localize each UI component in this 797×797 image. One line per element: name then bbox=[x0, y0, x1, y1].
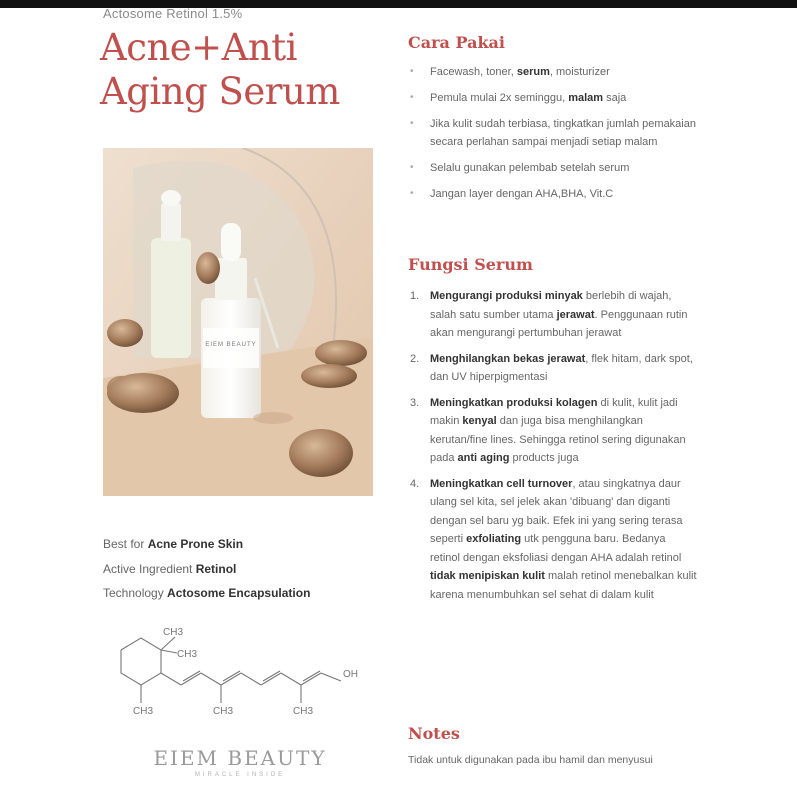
bottle-label: EIEM BEAUTY bbox=[205, 342, 257, 348]
brand-tagline: MIRACLE INSIDE bbox=[194, 772, 286, 778]
list-item: • Pemula mulai 2x seminggu, malam saja bbox=[408, 89, 698, 107]
brand-name: EIEM BEAUTY bbox=[153, 746, 327, 770]
product-specs bbox=[103, 532, 310, 606]
spec-active-ingredient: Active Ingredient Retinol bbox=[103, 561, 237, 576]
label-ch3-left: CH3 bbox=[133, 706, 154, 717]
label-ch3-end: CH3 bbox=[293, 706, 314, 717]
list-item: 3. Meningkatkan produksi kolagen di kulit, kulit jadi makin kenyal dan juga bisa menghilangkan kerutan/fine lines. Sehingga retinol sering digunakan pada anti aging products juga bbox=[410, 396, 686, 464]
cara-pakai-heading: Cara Pakai bbox=[408, 33, 505, 52]
fungsi-serum-list bbox=[408, 287, 698, 611]
spec-best-for: Best for Acne Prone Skin bbox=[103, 537, 244, 551]
retinol-structure-diagram bbox=[103, 615, 373, 720]
fungsi-serum-heading: Fungsi Serum bbox=[408, 255, 533, 274]
product-photo-illustration bbox=[103, 148, 373, 496]
label-ch3-mid: CH3 bbox=[213, 706, 234, 717]
notes-text: Tidak untuk digunakan pada ibu hamil dan menyusui bbox=[408, 754, 653, 766]
list-item: 1. Mengurangi produksi minyak berlebih di wajah, salah satu sumber utama jerawat. Penggunaan rutin akan mengurangi pertumbuhan jerawat bbox=[410, 290, 688, 339]
list-item: • Selalu gunakan pelembab setelah serum bbox=[408, 159, 698, 177]
list-item: 4. Meningkatkan cell turnover, atau singkatnya daur ulang sel kita, sel jelek akan 'dibuang' dan diganti dengan sel baru yg baik. Efek ini yang sering terasa seperti exfoliating utk pengguna baru. Bedanya retinol dengan eksfoliasi dengan AHA adalah retinol tidak menipiskan kulit malah retinol menebalkan kulit karena menumbuhkan sel sehat di dalam kulit bbox=[410, 477, 697, 601]
cara-pakai-list bbox=[408, 63, 698, 211]
label-ch3-right: CH3 bbox=[177, 649, 198, 660]
notes-heading: Notes bbox=[408, 724, 460, 743]
list-item: • Facewash, toner, serum, moisturizer bbox=[408, 63, 698, 81]
list-item: 2. Menghilangkan bekas jerawat, flek hitam, dark spot, dan UV hiperpigmentasi bbox=[410, 352, 693, 383]
product-subtitle: Actosome Retinol 1.5% bbox=[103, 6, 243, 21]
label-oh: OH bbox=[343, 669, 358, 680]
title-line-1: Acne+Anti bbox=[100, 26, 297, 69]
list-item: • Jangan layer dengan AHA,BHA, Vit.C bbox=[408, 185, 698, 203]
label-ch3-top: CH3 bbox=[163, 627, 184, 638]
product-photo bbox=[103, 148, 373, 496]
brand-logo bbox=[140, 746, 340, 778]
list-item: • Jika kulit sudah terbiasa, tingkatkan jumlah pemakaian secara perlahan sampai menjadi setiap malam bbox=[408, 115, 698, 151]
page-title bbox=[100, 26, 340, 114]
spec-technology: Technology Actosome Encapsulation bbox=[103, 586, 311, 600]
title-line-2: Aging Serum bbox=[100, 70, 340, 113]
